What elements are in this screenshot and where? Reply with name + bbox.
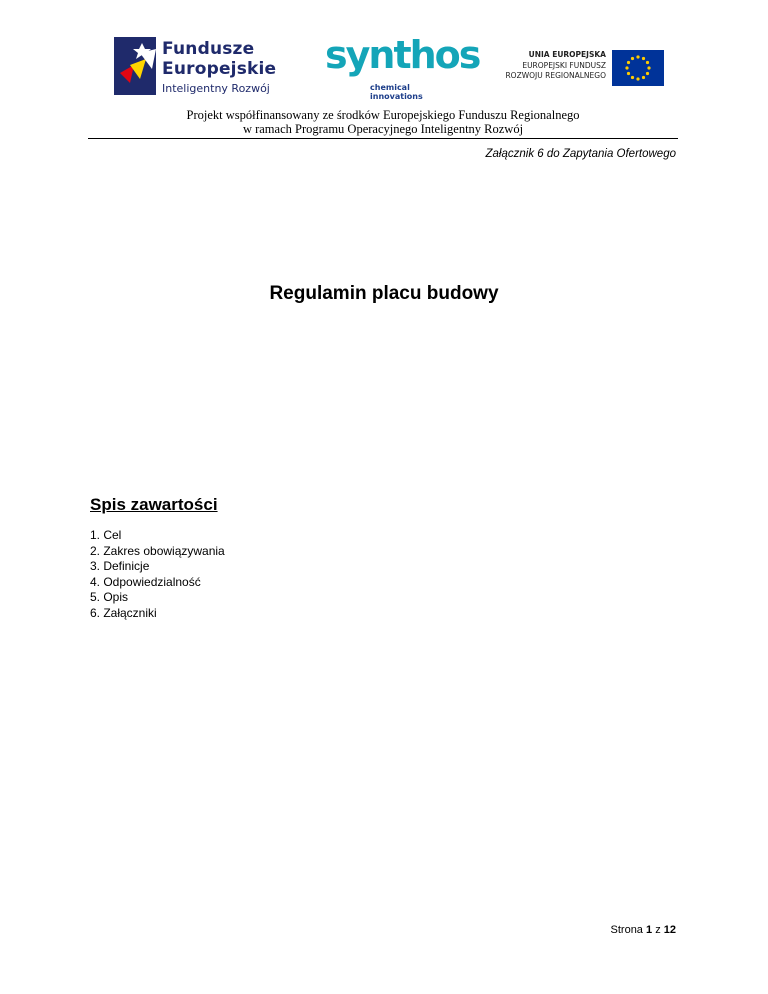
eu-flag-icon bbox=[612, 50, 664, 86]
page-current: 1 bbox=[646, 924, 653, 936]
fundusze-europejskie-emblem-icon bbox=[112, 35, 158, 97]
synthos-logo-word: synthos bbox=[325, 33, 480, 77]
project-funding-note bbox=[88, 108, 678, 136]
eu-logo bbox=[488, 50, 668, 90]
page-number bbox=[611, 924, 676, 936]
page-total: 12 bbox=[663, 924, 676, 936]
project-line-1: Projekt współfinansowany ze środków Europejskiego Funduszu Regionalnego bbox=[186, 108, 580, 122]
document-title: Regulamin placu budowy bbox=[269, 283, 499, 304]
toc-item: 3. Definicje bbox=[90, 559, 150, 573]
toc-list bbox=[90, 528, 225, 621]
fundusze-logo-line1: Fundusze bbox=[162, 39, 255, 59]
project-line-2: w ramach Programu Operacyjnego Inteligentny Rozwój bbox=[242, 122, 524, 136]
eu-logo-line2: EUROPEJSKI FUNDUSZ bbox=[522, 61, 606, 70]
page-prefix: Strona bbox=[610, 924, 643, 936]
toc-item: 1. Cel bbox=[90, 528, 122, 542]
page-separator: z bbox=[655, 924, 661, 936]
eu-logo-line1: UNIA EUROPEJSKA bbox=[528, 50, 606, 59]
toc-item: 2. Zakres obowiązywania bbox=[90, 543, 225, 558]
fundusze-logo-line3: Inteligentny Rozwój bbox=[162, 82, 270, 95]
synthos-logo-tagline: chemical innovations bbox=[370, 83, 423, 101]
eu-logo-line3: ROZWOJU REGIONALNEGO bbox=[505, 71, 606, 80]
attachment-label: Załącznik 6 do Zapytania Ofertowego bbox=[485, 148, 676, 160]
synthos-logo bbox=[320, 33, 480, 101]
fundusze-logo-line2: Europejskie bbox=[162, 59, 277, 79]
header-divider bbox=[88, 138, 678, 139]
fundusze-europejskie-logo bbox=[112, 35, 277, 101]
toc-item: 6. Załączniki bbox=[90, 605, 157, 620]
toc-item: 5. Opis bbox=[90, 590, 129, 604]
toc-heading: Spis zawartości bbox=[90, 495, 218, 514]
header-logos bbox=[0, 30, 768, 102]
toc-item: 4. Odpowiedzialność bbox=[90, 574, 201, 589]
